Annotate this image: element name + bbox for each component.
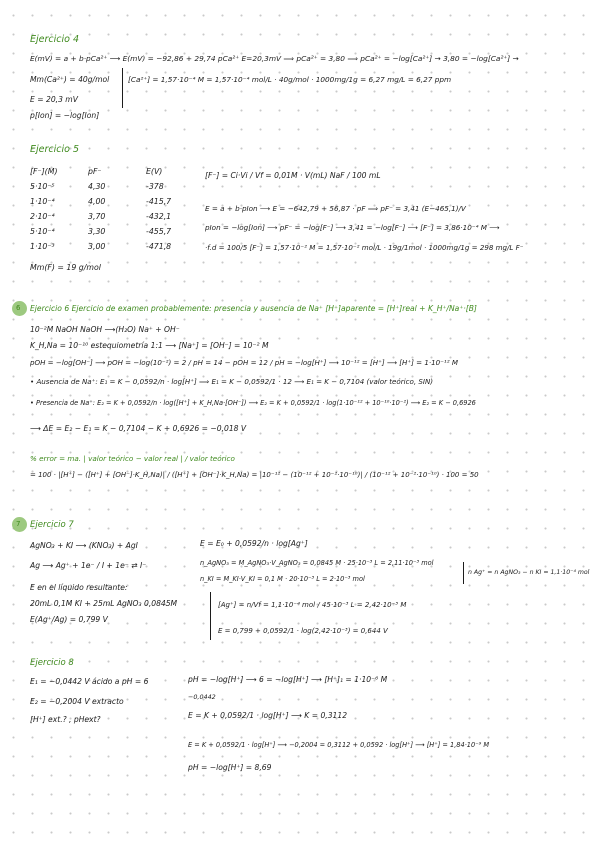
ej5-header-e: E(V)	[146, 167, 163, 176]
ej4-line2: Mm(Ca²⁺) = 40g/mol	[30, 75, 110, 84]
ej7-line3: E en el líquido resultante:	[30, 583, 128, 592]
ej8-line1: E₁ = −0,0442 V ácido a pH = 6	[30, 677, 149, 686]
ej5-header-conc: [F⁻](M)	[30, 167, 58, 176]
ej5-cell: 4,00	[88, 197, 106, 206]
ej7-number: 7	[16, 520, 21, 528]
ej7-bracket	[210, 592, 211, 640]
ej5-right2: E = a + b·pIon ⟶ E = −642,79 + 56,87 · pF ⟹ pF⁻ = 3,41 (E−465,1)/V	[205, 204, 466, 213]
ej6-line1: 10⁻²M NaOH NaOH ⟶(H₂O) Na⁺ + OH⁻	[30, 325, 180, 334]
ej5-cell: 1·10⁻⁴	[30, 197, 55, 206]
ej7-line4: 20mL 0,1M KI + 25mL AgNO₃ 0,0845M	[30, 599, 178, 608]
ej5-cell: 3,30	[88, 227, 106, 236]
ej6-line4: • Ausencia de Na⁺: E₁ = K − 0,0592/n · log[H⁺] ⟹ E₁ = K − 0,0592/1 · 12 ⟶ E₁ = K − 0,7104 (valor teórico, SIN)	[30, 377, 434, 386]
ej5-cell: 4,30	[88, 182, 106, 191]
ej6-line5: • Presencia de Na⁺: E₂ = K + 0,0592/n · log([H⁺] + K_H,Na·[OH⁻]) ⟶ E₂ = K + 0,0592/1 · log(1·10⁻¹² + 10⁻¹⁰·10⁻²) ⟶ E₂ = K − 0,6926	[30, 399, 476, 407]
table-row	[30, 224, 206, 239]
ej7-right5: E = 0,799 + 0,0592/1 · log(2,42·10⁻³) = 0,644 V	[218, 627, 388, 635]
ej8-right3: E = K + 0,0592/1 · log[H⁺] ⟶ K = 0,3112	[188, 711, 348, 720]
ej7-right2: n_AgNO₃ = M_AgNO₃·V_AgNO₃ = 0,0845 M · 25·10⁻³ L = 2,11·10⁻³ mol	[200, 559, 434, 567]
ej5-molar-mass: Mm(F) = 19 g/mol	[30, 263, 101, 272]
ej5-cell: 1·10⁻³	[30, 242, 55, 251]
ej6-number: 6	[16, 304, 21, 312]
table-row	[30, 209, 206, 224]
ej5-cell: 3,70	[88, 212, 106, 221]
table-row	[30, 179, 206, 194]
ej4-line1: E(mV) = a + b·pCa²⁺ ⟶ E(mV) = −92,86 + 29,74 pCa²⁺ E=20,3mV ⟹ pCa²⁺ = 3,80 ⟹ pCa²⁺ = −log[Ca²⁺] → 3,80 = −log[Ca²⁺] →	[30, 54, 519, 63]
ej5-header-pf: pF⁻	[88, 167, 102, 176]
ej5-cell: -432,1	[146, 212, 172, 221]
ej5-cell: -378	[146, 182, 164, 191]
ej5-table	[30, 164, 206, 275]
ej6-line3: pOH = −log[OH⁻] ⟶ pOH = −log(10⁻²) = 2 / pH = 14 − pOH = 12 / pH = −log[H⁺] ⟶ 10⁻¹² = [H⁺] ⟶ [H⁺] = 1·10⁻¹² M	[30, 358, 458, 367]
ej8-right4: E = K + 0,0592/1 · log[H⁺] ⟶ −0,2004 = 0,3112 + 0,0592 · log[H⁺] ⟶ [H⁺] = 1,84·10⁻⁹ M	[188, 741, 490, 749]
ej5-cell: 2·10⁻⁴	[30, 212, 55, 221]
ej7-right1: E = E₀ + 0,0592/n · log[Ag⁺]	[200, 539, 308, 548]
ej5-cell: -455,7	[146, 227, 172, 236]
ej5-title: Ejercicio 5	[30, 144, 79, 155]
ej8-title: Ejercicio 8	[30, 658, 74, 668]
ej5-cell: -415,7	[146, 197, 172, 206]
table-row	[30, 239, 206, 254]
ej7-right4: [Ag⁺] = n/Vf = 1,1·10⁻⁴ mol / 45·10⁻³ L = 2,42·10⁻³ M	[218, 601, 407, 609]
ej4-title: Ejercicio 4	[30, 34, 79, 45]
ej7-side-bracket	[463, 562, 464, 584]
ej5-right3: pIon = −log[Ion] ⟶ pF⁻ = −log[F⁻] ⟶ 3,41 = −log[F⁻] ⟶ [F⁻] = 3,86·10⁻⁴ M ⟶	[205, 223, 500, 232]
ej8-right5: pH = −log[H⁺] = 8,69	[188, 763, 272, 772]
ej8-right2: −0,0442	[188, 693, 216, 701]
ej5-right1: [F⁻] = Ci·Vi / Vf = 0,01M · V(mL) NaF / 100 mL	[205, 171, 381, 180]
ej7-title: Ejercicio 7	[30, 520, 74, 530]
ej7-right3: n_KI = M_KI·V_KI = 0,1 M · 20·10⁻³ L = 2·10⁻³ mol	[200, 575, 365, 583]
ej6-title: Ejercicio 6 Ejercicio de examen probablemente: presencia y ausencia de Na⁺ [H⁺]aparente = [H⁺]real + K_H⁺/Na⁺·[B]	[30, 304, 477, 313]
ej8-line3: [H⁺] ext.? , pHext?	[30, 715, 101, 724]
ej4-line3: [Ca²⁺] = 1,57·10⁻⁴ M = 1,57·10⁻⁴ mol/L · 40g/mol · 1000mg/1g = 6,27 mg/L = 6,27 ppm	[128, 75, 452, 84]
ej4-line4: E = 20,3 mV	[30, 95, 78, 104]
table-row	[30, 194, 206, 209]
ej7-side-note: n Ag⁺ = n AgNO₃ − n KI = 1,1·10⁻⁴ mol	[468, 569, 590, 576]
ej5-right4: ·f.d = 100/5 [F⁻] = 1,57·10⁻² M = 1,57·10⁻² mol/L · 19g/1mol · 1000mg/1g = 298 mg/L F⁻	[205, 243, 524, 252]
ej8-right1: pH = −log[H⁺] ⟶ 6 = −log[H⁺] ⟶ [H⁺]₁ = 1·10⁻⁶ M	[188, 675, 388, 684]
ej6-line2: K_H,Na = 10⁻¹⁰ estequiometría 1:1 ⟶ [Na⁺] = [OH⁻] = 10⁻² M	[30, 341, 269, 350]
ej8-line2: E₂ = −0,2004 V extracto	[30, 697, 124, 706]
ej5-table-header	[30, 164, 206, 179]
ej4-line5: p[Ion] = −log[Ion]	[30, 111, 100, 120]
ej6-line6: ⟶ ΔE = E₂ − E₁ = K − 0,7104 − K + 0,6926 = −0,018 V	[30, 424, 247, 433]
ej7-line1: AgNO₃ + KI ⟶ (KNO₃) + AgI	[30, 541, 138, 550]
ej5-cell: 3,00	[88, 242, 106, 251]
ej7-line5: E(Ag⁺/Ag) = 0,799 V	[30, 615, 108, 624]
ej5-cell: 5·10⁻⁴	[30, 227, 55, 236]
ej6-error-calc: = 100 · |[H⁺] − ([H⁺] + [OH⁻]·K_H,Na)| / ([H⁺] + [OH⁻]·K_H,Na) = |10⁻¹² − (10⁻¹² + 10⁻²·10⁻¹⁰)| / (10⁻¹² + 10⁻²·10⁻¹⁰) · 100 = 50	[30, 471, 479, 479]
ej6-error-formula: % error = ma. | valor teórico − valor real | / valor teórico	[30, 454, 235, 463]
ej5-cell: -471,8	[146, 242, 172, 251]
ej4-bracket	[122, 68, 123, 108]
ej5-cell: 5·10⁻⁵	[30, 182, 55, 191]
ej7-line2: Ag ⟶ Ag⁺ + 1e⁻ / I + 1e⁻ ⇄ I⁻	[30, 561, 147, 570]
